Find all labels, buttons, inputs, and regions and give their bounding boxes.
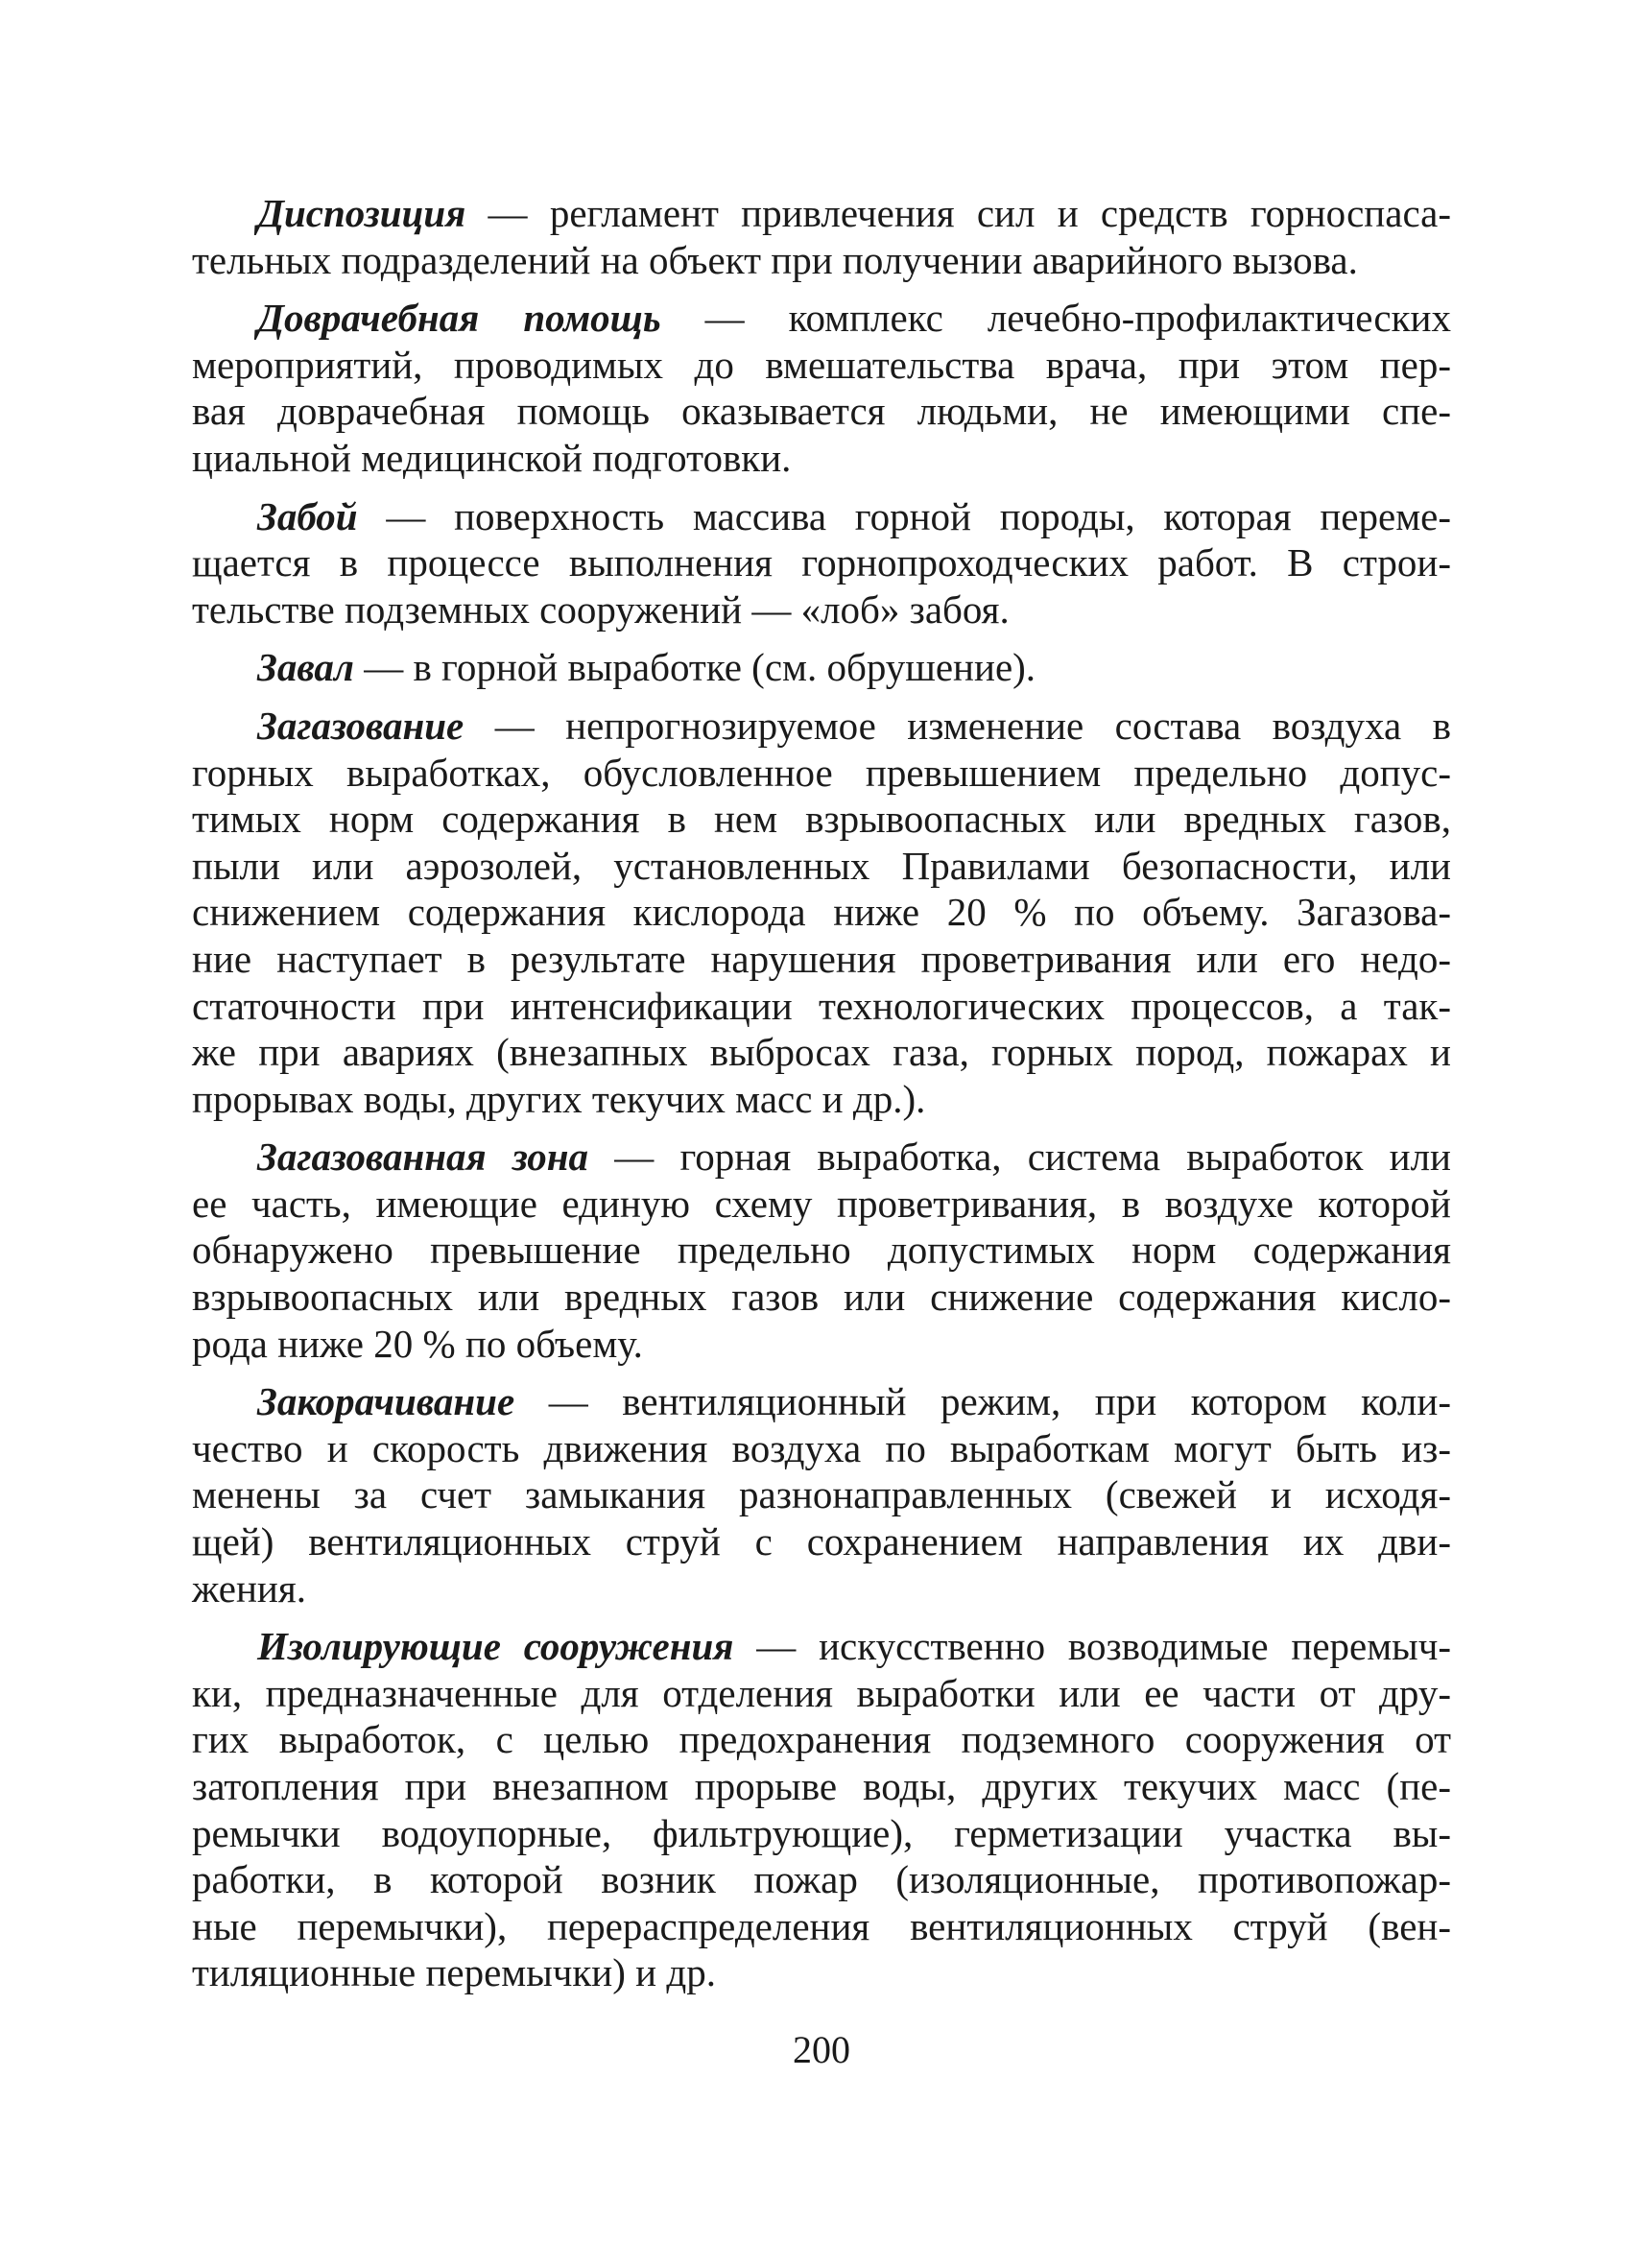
entry-line: тельстве подземных сооружений — «лоб» забоя. <box>192 586 1010 632</box>
definition-text: — комплекс лечебно-профилактических <box>660 296 1451 341</box>
entry-line: жения. <box>192 1565 306 1611</box>
entry-line: же при авариях (внезапных выбросах газа, горных пород, пожарах и <box>192 1030 1451 1075</box>
entry-line: обнаружено превышение предельно допустимых норм содержания <box>192 1228 1451 1273</box>
glossary-term: Загазование <box>257 703 464 748</box>
glossary-entry <box>192 1623 1451 1996</box>
glossary-term: Завал <box>257 645 354 690</box>
entry-line: горных выработках, обусловленное превышением предельно допус- <box>192 750 1451 795</box>
definition-text: — в горной выработке (см. обрушение). <box>353 645 1036 690</box>
entry-line <box>192 644 1451 691</box>
glossary-term: Забой <box>257 493 358 538</box>
entry-line <box>192 190 1451 237</box>
entry-line: мероприятий, проводимых до вмешательства врача, при этом пер- <box>192 342 1451 387</box>
definition-text: — горная выработка, система выработок или <box>588 1134 1451 1180</box>
entry-line: ки, предназначенные для отделения выработки или ее части от дру- <box>192 1670 1451 1715</box>
glossary-entry <box>192 1378 1451 1611</box>
entry-line: ремычки водоупорные, фильтрующие), герметизации участка вы- <box>192 1810 1451 1855</box>
entry-line: взрывоопасных или вредных газов или снижение содержания кисло- <box>192 1275 1451 1320</box>
glossary-entry <box>192 493 1451 633</box>
glossary-entry <box>192 190 1451 283</box>
glossary-term: Закорачивание <box>257 1379 515 1424</box>
entry-line: статочности при интенсификации технологических процессов, а так- <box>192 983 1451 1028</box>
entry-line: пыли или аэрозолей, установленных Правилами безопасности, или <box>192 843 1451 888</box>
definition-text: — поверхность массива горной породы, которая переме- <box>357 493 1451 538</box>
entry-line: щается в процессе выполнения горнопроходческих работ. В строи- <box>192 540 1451 585</box>
entry-line: тиляционные перемычки) и др. <box>192 1950 716 1995</box>
entry-line: вая доврачебная помощь оказывается людьми, не имеющими спе- <box>192 389 1451 434</box>
entry-line: гих выработок, с целью предохранения подземного сооружения от <box>192 1717 1451 1762</box>
glossary-term: Загазованная зона <box>257 1134 589 1180</box>
glossary-term: Изолирующие сооружения <box>257 1624 734 1669</box>
definition-text: — непрогнозируемое изменение состава воздуха в <box>464 703 1451 748</box>
definition-text: — регламент привлечения сил и средств горноспаса- <box>465 191 1451 235</box>
entry-line <box>192 295 1451 342</box>
entry-line: щей) вентиляционных струй с сохранением направления их дви- <box>192 1519 1451 1564</box>
entry-line: затопления при внезапном прорыве воды, других текучих масс (пе- <box>192 1764 1451 1808</box>
glossary-term: Доврачебная помощь <box>257 296 661 341</box>
entry-line: ее часть, имеющие единую схему проветривания, в воздухе которой <box>192 1181 1451 1226</box>
entry-line: прорывах воды, других текучих масс и др.). <box>192 1076 926 1121</box>
entry-line <box>192 1623 1451 1670</box>
entry-line: рода ниже 20 % по объему. <box>192 1321 643 1366</box>
entry-line: менены за счет замыкания разнонаправленных (свежей и исходя- <box>192 1472 1451 1517</box>
entry-line: снижением содержания кислорода ниже 20 % по объему. Загазова- <box>192 890 1451 935</box>
glossary-entry <box>192 295 1451 481</box>
entry-line: циальной медицинской подготовки. <box>192 435 792 480</box>
entry-line <box>192 1134 1451 1181</box>
entry-line: ные перемычки), перераспределения вентиляционных струй (вен- <box>192 1903 1451 1948</box>
definition-text: — вентиляционный режим, при котором коли- <box>514 1379 1451 1424</box>
entry-line: работки, в которой возник пожар (изоляционные, противопожар- <box>192 1857 1451 1902</box>
page-number: 200 <box>793 2028 850 2071</box>
entry-line: ние наступает в результате нарушения проветривания или его недо- <box>192 936 1451 981</box>
glossary-entry <box>192 1134 1451 1367</box>
glossary-entry <box>192 644 1451 691</box>
entry-line <box>192 493 1451 540</box>
glossary-entry <box>192 703 1451 1122</box>
entry-line: тимых норм содержания в нем взрывоопасных или вредных газов, <box>192 797 1451 842</box>
definition-text: — искусственно возводимые перемыч- <box>733 1624 1451 1669</box>
entry-line: тельных подразделений на объект при получении аварийного вызова. <box>192 237 1358 282</box>
glossary-term: Диспозиция <box>257 191 466 235</box>
entry-line <box>192 1378 1451 1425</box>
entry-line: чество и скорость движения воздуха по выработкам могут быть из- <box>192 1425 1451 1470</box>
entry-line <box>192 703 1451 750</box>
glossary-text <box>192 190 1451 2008</box>
